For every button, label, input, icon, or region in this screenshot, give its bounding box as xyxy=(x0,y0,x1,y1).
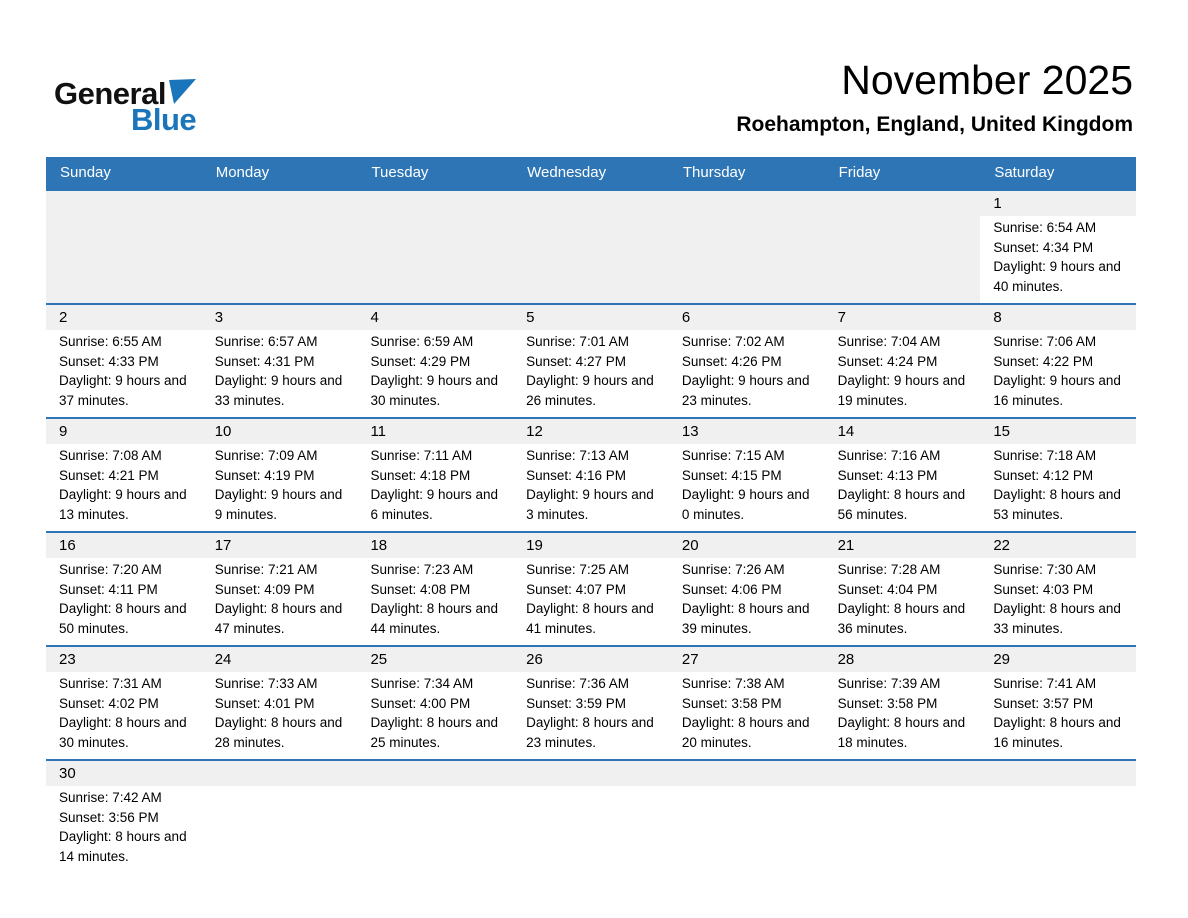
day-info xyxy=(46,672,202,759)
day-info xyxy=(980,330,1136,417)
logo-word-blue: Blue xyxy=(131,102,197,137)
day-info xyxy=(513,672,669,759)
day-info xyxy=(669,672,825,759)
empty-cell xyxy=(202,191,358,303)
day-cell-17 xyxy=(202,533,358,645)
day-cell-15 xyxy=(980,419,1136,531)
sunset-text: Sunset: 4:13 PM xyxy=(837,467,938,483)
sunset-text: Sunset: 4:01 PM xyxy=(214,695,315,711)
empty-day-number-strip xyxy=(669,191,825,216)
sunrise-text: Sunrise: 7:20 AM xyxy=(59,562,162,577)
daylight-text: Daylight: 8 hours and 53 minutes. xyxy=(993,487,1121,522)
day-number: 25 xyxy=(357,647,513,672)
sunrise-text: Sunrise: 7:15 AM xyxy=(681,448,785,463)
sunrise-text: Sunrise: 7:02 AM xyxy=(681,334,785,349)
day-cell-24 xyxy=(202,647,358,759)
day-number: 16 xyxy=(46,533,202,558)
day-cell-3 xyxy=(202,305,358,417)
sunset-text: Sunset: 3:58 PM xyxy=(681,695,782,711)
sunset-text: Sunset: 3:57 PM xyxy=(993,695,1094,711)
sunrise-text: Sunrise: 6:59 AM xyxy=(370,334,474,349)
week-row-6 xyxy=(46,759,1136,873)
sunset-text: Sunset: 4:00 PM xyxy=(370,695,471,711)
empty-cell xyxy=(357,191,513,303)
daylight-text: Daylight: 9 hours and 6 minutes. xyxy=(370,487,499,522)
empty-cell xyxy=(669,761,825,873)
empty-cell xyxy=(46,191,202,303)
empty-day-number-strip xyxy=(669,761,825,786)
day-cell-7 xyxy=(825,305,981,417)
empty-cell xyxy=(202,761,358,873)
sunrise-text: Sunrise: 7:04 AM xyxy=(837,334,941,349)
sunrise-text: Sunrise: 7:08 AM xyxy=(59,448,162,463)
day-number: 1 xyxy=(980,191,1136,216)
empty-day-number-strip xyxy=(980,761,1136,786)
week-row-5 xyxy=(46,645,1136,759)
day-cell-10 xyxy=(202,419,358,531)
day-cell-5 xyxy=(513,305,669,417)
day-number: 21 xyxy=(825,533,981,558)
day-info xyxy=(357,444,513,531)
header xyxy=(736,58,1133,137)
sunset-text: Sunset: 4:03 PM xyxy=(993,581,1094,597)
sunrise-text: Sunrise: 6:55 AM xyxy=(59,334,162,349)
week-row-1 xyxy=(46,189,1136,303)
day-number: 9 xyxy=(46,419,202,444)
daylight-text: Daylight: 8 hours and 16 minutes. xyxy=(993,715,1121,750)
sunset-text: Sunset: 4:24 PM xyxy=(837,353,938,369)
day-number: 30 xyxy=(46,761,202,786)
day-info xyxy=(46,444,202,531)
empty-cell xyxy=(825,191,981,303)
daylight-text: Daylight: 8 hours and 23 minutes. xyxy=(526,715,654,750)
weekday-friday: Friday xyxy=(838,164,881,181)
day-info xyxy=(825,558,981,645)
day-cell-11 xyxy=(357,419,513,531)
empty-cell xyxy=(513,761,669,873)
daylight-text: Daylight: 9 hours and 13 minutes. xyxy=(59,487,187,522)
day-cell-12 xyxy=(513,419,669,531)
day-number: 19 xyxy=(513,533,669,558)
logo-word-general: General xyxy=(54,76,166,111)
sunrise-text: Sunrise: 7:01 AM xyxy=(526,334,629,349)
weekday-tuesday: Tuesday xyxy=(371,164,429,181)
sunset-text: Sunset: 4:15 PM xyxy=(681,467,782,483)
day-number: 27 xyxy=(669,647,825,672)
day-cell-27 xyxy=(669,647,825,759)
day-number: 26 xyxy=(513,647,669,672)
week-row-2 xyxy=(46,303,1136,417)
daylight-text: Daylight: 8 hours and 33 minutes. xyxy=(993,601,1121,636)
day-info xyxy=(980,444,1136,531)
day-cell-14 xyxy=(825,419,981,531)
daylight-text: Daylight: 9 hours and 26 minutes. xyxy=(526,373,654,408)
sunrise-text: Sunrise: 7:42 AM xyxy=(59,790,162,805)
day-cell-25 xyxy=(357,647,513,759)
day-number: 15 xyxy=(980,419,1136,444)
day-cell-29 xyxy=(980,647,1136,759)
day-number: 11 xyxy=(357,419,513,444)
day-info xyxy=(513,330,669,417)
day-number: 6 xyxy=(669,305,825,330)
day-cell-9 xyxy=(46,419,202,531)
day-cell-2 xyxy=(46,305,202,417)
sunrise-text: Sunrise: 6:57 AM xyxy=(214,334,318,349)
day-info xyxy=(669,558,825,645)
location-subtitle: Roehampton, England, United Kingdom xyxy=(736,113,1133,137)
day-info xyxy=(825,444,981,531)
calendar-weeks xyxy=(46,189,1136,873)
day-info xyxy=(513,558,669,645)
daylight-text: Daylight: 8 hours and 20 minutes. xyxy=(681,715,810,750)
sunset-text: Sunset: 4:08 PM xyxy=(370,581,471,597)
day-cell-30 xyxy=(46,761,202,873)
day-info xyxy=(825,330,981,417)
weekday-sunday: Sunday xyxy=(60,164,111,181)
day-info xyxy=(669,330,825,417)
day-info xyxy=(46,558,202,645)
daylight-text: Daylight: 9 hours and 9 minutes. xyxy=(214,487,343,522)
day-cell-1 xyxy=(980,191,1136,303)
daylight-text: Daylight: 9 hours and 30 minutes. xyxy=(370,373,499,408)
sunset-text: Sunset: 4:02 PM xyxy=(59,695,159,711)
sunset-text: Sunset: 4:06 PM xyxy=(681,581,782,597)
general-blue-logo xyxy=(54,76,196,138)
daylight-text: Daylight: 8 hours and 44 minutes. xyxy=(370,601,499,636)
daylight-text: Daylight: 9 hours and 19 minutes. xyxy=(837,373,966,408)
daylight-text: Daylight: 8 hours and 39 minutes. xyxy=(681,601,810,636)
day-cell-19 xyxy=(513,533,669,645)
logo-flag-icon xyxy=(169,79,196,104)
calendar xyxy=(46,157,1136,873)
empty-day-number-strip xyxy=(825,191,981,216)
sunset-text: Sunset: 4:07 PM xyxy=(526,581,626,597)
daylight-text: Daylight: 9 hours and 33 minutes. xyxy=(214,373,343,408)
sunset-text: Sunset: 4:04 PM xyxy=(837,581,938,597)
daylight-text: Daylight: 9 hours and 16 minutes. xyxy=(993,373,1121,408)
empty-day-number-strip xyxy=(46,191,202,216)
day-number: 28 xyxy=(825,647,981,672)
day-info xyxy=(357,330,513,417)
empty-cell xyxy=(357,761,513,873)
daylight-text: Daylight: 8 hours and 47 minutes. xyxy=(214,601,343,636)
day-info xyxy=(46,786,202,873)
sunset-text: Sunset: 3:58 PM xyxy=(837,695,938,711)
daylight-text: Daylight: 9 hours and 0 minutes. xyxy=(681,487,810,522)
day-cell-20 xyxy=(669,533,825,645)
empty-day-number-strip xyxy=(825,761,981,786)
day-number: 2 xyxy=(46,305,202,330)
day-number: 13 xyxy=(669,419,825,444)
sunset-text: Sunset: 3:56 PM xyxy=(59,809,159,825)
weekday-wednesday: Wednesday xyxy=(527,164,607,181)
day-info xyxy=(513,444,669,531)
day-info xyxy=(357,558,513,645)
daylight-text: Daylight: 8 hours and 50 minutes. xyxy=(59,601,187,636)
day-cell-8 xyxy=(980,305,1136,417)
day-cell-26 xyxy=(513,647,669,759)
daylight-text: Daylight: 9 hours and 37 minutes. xyxy=(59,373,187,408)
sunset-text: Sunset: 4:11 PM xyxy=(59,581,158,597)
day-cell-16 xyxy=(46,533,202,645)
empty-cell xyxy=(980,761,1136,873)
day-cell-4 xyxy=(357,305,513,417)
day-info xyxy=(202,672,358,759)
day-info xyxy=(825,672,981,759)
sunrise-text: Sunrise: 7:21 AM xyxy=(214,562,318,577)
sunrise-text: Sunrise: 7:30 AM xyxy=(993,562,1097,577)
day-cell-18 xyxy=(357,533,513,645)
empty-day-number-strip xyxy=(357,191,513,216)
empty-day-number-strip xyxy=(202,191,358,216)
day-number: 18 xyxy=(357,533,513,558)
empty-cell xyxy=(825,761,981,873)
sunrise-text: Sunrise: 7:36 AM xyxy=(526,676,629,691)
daylight-text: Daylight: 8 hours and 18 minutes. xyxy=(837,715,966,750)
sunset-text: Sunset: 4:26 PM xyxy=(681,353,782,369)
week-row-4 xyxy=(46,531,1136,645)
empty-day-number-strip xyxy=(357,761,513,786)
sunrise-text: Sunrise: 7:09 AM xyxy=(214,448,318,463)
empty-cell xyxy=(513,191,669,303)
weekday-header-row xyxy=(46,157,1136,189)
day-number: 22 xyxy=(980,533,1136,558)
sunset-text: Sunset: 4:29 PM xyxy=(370,353,471,369)
sunset-text: Sunset: 4:31 PM xyxy=(214,353,315,369)
sunrise-text: Sunrise: 7:16 AM xyxy=(837,448,941,463)
day-info xyxy=(202,558,358,645)
day-cell-22 xyxy=(980,533,1136,645)
day-info xyxy=(669,444,825,531)
sunset-text: Sunset: 4:09 PM xyxy=(214,581,315,597)
day-number: 17 xyxy=(202,533,358,558)
day-number: 10 xyxy=(202,419,358,444)
sunrise-text: Sunrise: 7:28 AM xyxy=(837,562,941,577)
empty-day-number-strip xyxy=(513,191,669,216)
sunrise-text: Sunrise: 7:31 AM xyxy=(59,676,162,691)
sunrise-text: Sunrise: 7:11 AM xyxy=(370,448,473,463)
day-number: 5 xyxy=(513,305,669,330)
sunrise-text: Sunrise: 7:06 AM xyxy=(993,334,1097,349)
day-info xyxy=(980,558,1136,645)
day-info xyxy=(202,444,358,531)
daylight-text: Daylight: 9 hours and 3 minutes. xyxy=(526,487,654,522)
day-number: 3 xyxy=(202,305,358,330)
day-info xyxy=(357,672,513,759)
day-number: 4 xyxy=(357,305,513,330)
sunset-text: Sunset: 4:27 PM xyxy=(526,353,626,369)
day-cell-6 xyxy=(669,305,825,417)
sunset-text: Sunset: 4:21 PM xyxy=(59,467,159,483)
daylight-text: Daylight: 8 hours and 30 minutes. xyxy=(59,715,187,750)
day-number: 7 xyxy=(825,305,981,330)
day-number: 14 xyxy=(825,419,981,444)
day-info xyxy=(980,672,1136,759)
daylight-text: Daylight: 9 hours and 23 minutes. xyxy=(681,373,810,408)
sunset-text: Sunset: 4:18 PM xyxy=(370,467,471,483)
day-cell-28 xyxy=(825,647,981,759)
sunset-text: Sunset: 3:59 PM xyxy=(526,695,626,711)
sunset-text: Sunset: 4:12 PM xyxy=(993,467,1094,483)
sunset-text: Sunset: 4:19 PM xyxy=(214,467,315,483)
daylight-text: Daylight: 8 hours and 36 minutes. xyxy=(837,601,966,636)
day-number: 12 xyxy=(513,419,669,444)
sunrise-text: Sunrise: 7:41 AM xyxy=(993,676,1097,691)
sunset-text: Sunset: 4:22 PM xyxy=(993,353,1094,369)
weekday-monday: Monday xyxy=(215,164,270,181)
sunrise-text: Sunrise: 7:39 AM xyxy=(837,676,941,691)
day-info xyxy=(46,330,202,417)
sunrise-text: Sunrise: 7:23 AM xyxy=(370,562,474,577)
sunrise-text: Sunrise: 7:25 AM xyxy=(526,562,629,577)
day-number: 29 xyxy=(980,647,1136,672)
sunrise-text: Sunrise: 7:34 AM xyxy=(370,676,474,691)
sunrise-text: Sunrise: 7:26 AM xyxy=(681,562,785,577)
daylight-text: Daylight: 8 hours and 28 minutes. xyxy=(214,715,343,750)
day-number: 20 xyxy=(669,533,825,558)
sunset-text: Sunset: 4:34 PM xyxy=(993,239,1094,255)
weekday-thursday: Thursday xyxy=(682,164,746,181)
day-cell-23 xyxy=(46,647,202,759)
day-cell-21 xyxy=(825,533,981,645)
daylight-text: Daylight: 8 hours and 41 minutes. xyxy=(526,601,654,636)
sunrise-text: Sunrise: 7:18 AM xyxy=(993,448,1097,463)
day-number: 8 xyxy=(980,305,1136,330)
weekday-saturday: Saturday xyxy=(994,164,1055,181)
sunrise-text: Sunrise: 7:38 AM xyxy=(681,676,785,691)
sunrise-text: Sunrise: 7:33 AM xyxy=(214,676,318,691)
empty-cell xyxy=(669,191,825,303)
week-row-3 xyxy=(46,417,1136,531)
sunrise-text: Sunrise: 6:54 AM xyxy=(993,220,1097,235)
day-cell-13 xyxy=(669,419,825,531)
empty-day-number-strip xyxy=(202,761,358,786)
daylight-text: Daylight: 9 hours and 40 minutes. xyxy=(993,259,1121,294)
day-number: 24 xyxy=(202,647,358,672)
sunset-text: Sunset: 4:33 PM xyxy=(59,353,159,369)
sunset-text: Sunset: 4:16 PM xyxy=(526,467,626,483)
empty-day-number-strip xyxy=(513,761,669,786)
day-number: 23 xyxy=(46,647,202,672)
day-info xyxy=(202,330,358,417)
daylight-text: Daylight: 8 hours and 14 minutes. xyxy=(59,829,187,864)
sunrise-text: Sunrise: 7:13 AM xyxy=(526,448,629,463)
daylight-text: Daylight: 8 hours and 25 minutes. xyxy=(370,715,499,750)
month-title: November 2025 xyxy=(841,57,1133,103)
daylight-text: Daylight: 8 hours and 56 minutes. xyxy=(837,487,966,522)
day-info xyxy=(980,216,1136,303)
